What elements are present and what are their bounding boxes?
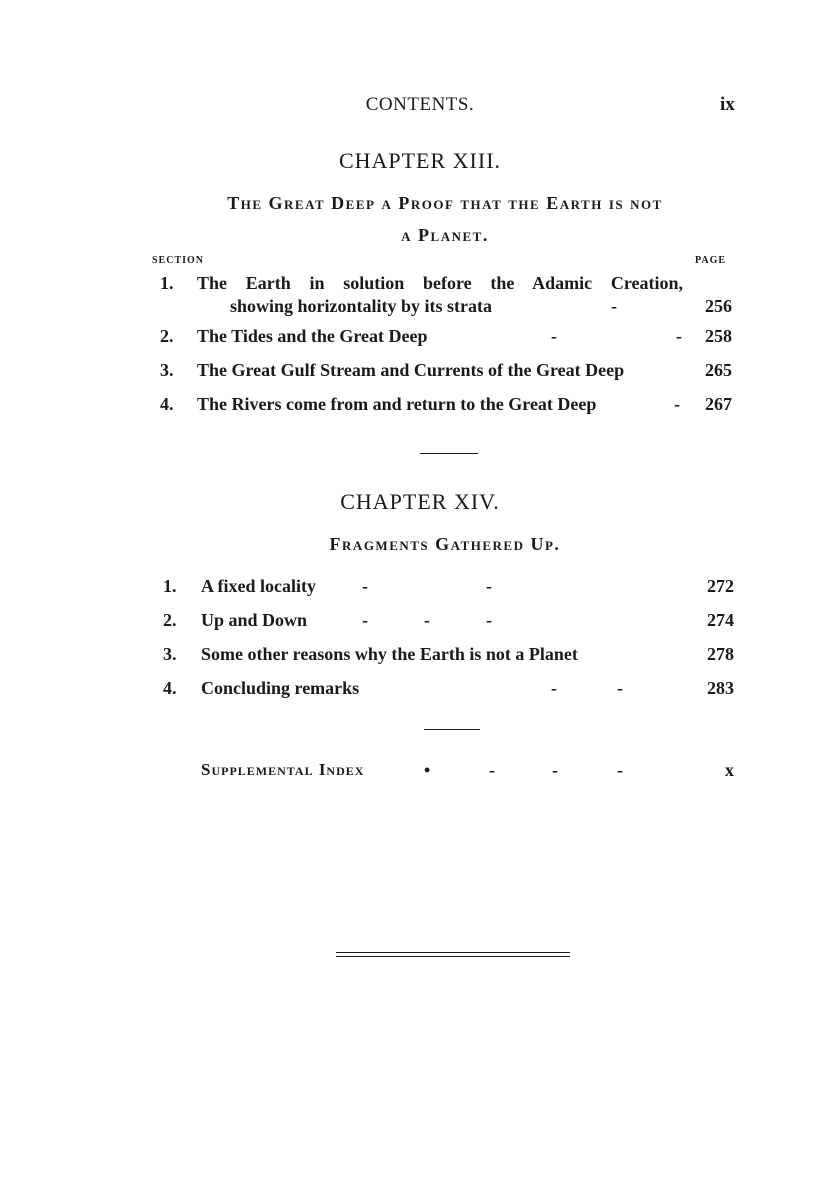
section-divider [424, 729, 480, 730]
entry-number: 2. [160, 326, 174, 346]
entry-page-number: 274 [707, 610, 734, 630]
entry-number: 3. [163, 644, 177, 664]
chapter-14-heading: CHAPTER XIV. [340, 489, 500, 514]
leader-dash: - [486, 576, 492, 596]
entry-title: A fixed locality [201, 576, 316, 596]
entry-page-number: 278 [707, 644, 734, 664]
entry-page-number: x [725, 760, 734, 780]
leader-dash: - [611, 296, 617, 316]
leader-dash: - [489, 760, 495, 780]
entry-number: 2. [163, 610, 177, 630]
chapter-13-subtitle-line2: a Planet. [401, 225, 489, 245]
entry-number: 4. [163, 678, 177, 698]
leader-dash: - [551, 678, 557, 698]
entry-number: 3. [160, 360, 174, 380]
running-head-title: CONTENTS. [365, 94, 475, 115]
entry-title-line2: showing horizontality by its strata [230, 296, 493, 316]
entry-number: 4. [160, 394, 174, 414]
section-divider [420, 453, 478, 454]
page-column-label: PAGE [695, 255, 727, 266]
entry-number: 1. [160, 273, 174, 293]
entry-title: The Great Gulf Stream and Currents of the Great Deep [197, 360, 625, 380]
entry-title: Concluding remarks [201, 678, 360, 698]
leader-dash: - [552, 760, 558, 780]
chapter-13-heading: CHAPTER XIII. [338, 148, 502, 173]
leader-dash: - [551, 326, 557, 346]
entry-page-number: 283 [707, 678, 734, 698]
entry-title: Some other reasons why the Earth is not a Planet [201, 644, 578, 664]
entry-title: The Tides and the Great Deep [197, 326, 428, 346]
page-folio: ix [720, 94, 735, 115]
leader-dash: - [617, 760, 623, 780]
entry-page-number: 265 [705, 360, 732, 380]
leader-dash: - [362, 610, 368, 630]
leader-dash: - [676, 326, 682, 346]
entry-number: 1. [163, 576, 177, 596]
leader-dash: - [617, 678, 623, 698]
entry-page-number: 272 [707, 576, 734, 596]
section-column-label: SECTION [152, 255, 205, 266]
entry-title-line1: The Earth in solution before the Adamic Creation, [197, 273, 683, 293]
entry-title: Up and Down [201, 610, 308, 630]
leader-dash: - [362, 576, 368, 596]
chapter-13-subtitle-line1: The Great Deep a Proof that the Earth is not [227, 193, 663, 213]
leader-dash: - [674, 394, 680, 414]
entry-title: The Rivers come from and return to the Great Deep [197, 394, 597, 414]
leader-dash: - [486, 610, 492, 630]
end-rule-top [336, 952, 570, 953]
entry-title: Supplemental Index [201, 760, 365, 779]
end-rule-bottom [336, 956, 570, 957]
entry-page-number: 267 [705, 394, 732, 414]
entry-page-number: 256 [705, 296, 732, 316]
entry-page-number: 258 [705, 326, 732, 346]
chapter-14-subtitle: Fragments Gathered Up. [329, 534, 561, 554]
leader-bullet: • [424, 760, 431, 780]
leader-dash: - [424, 610, 430, 630]
